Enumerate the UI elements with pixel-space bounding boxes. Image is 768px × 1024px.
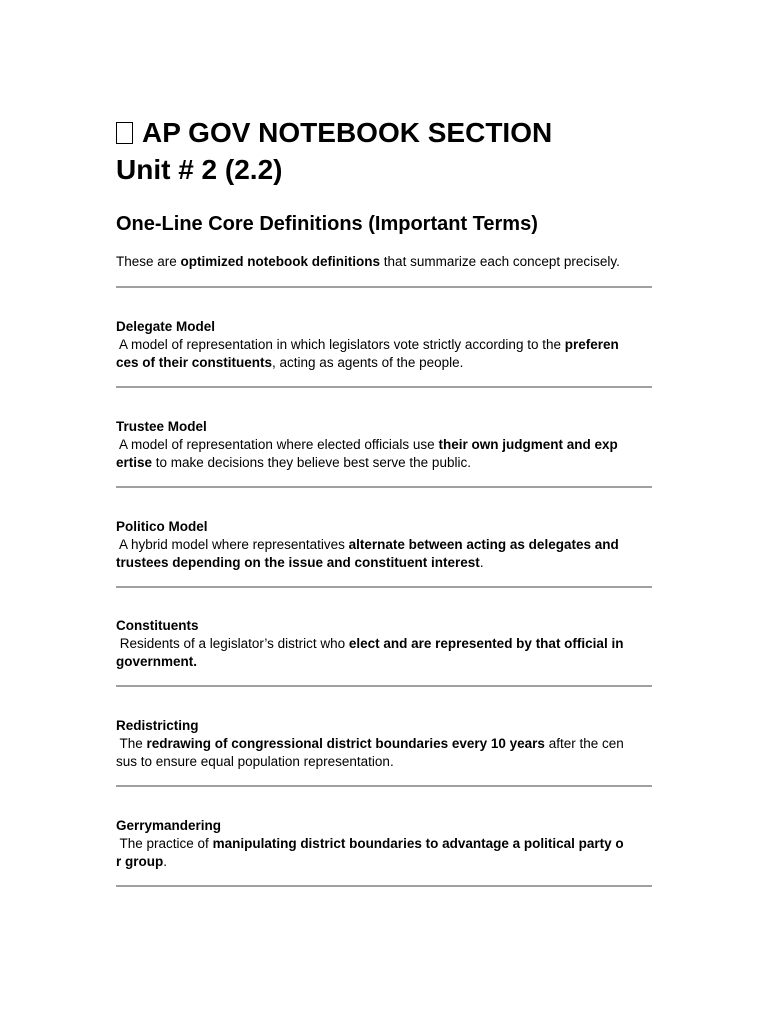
- term-name: Redistricting: [116, 718, 199, 734]
- definition-bold-text: r group: [116, 854, 164, 869]
- definition-item: [116, 717, 652, 771]
- term-name: Politico Model: [116, 518, 208, 534]
- divider: [116, 386, 652, 388]
- definition-bold-text: ertise: [116, 454, 153, 470]
- definition-item: [116, 418, 652, 472]
- definition-bold-text: government.: [116, 654, 198, 670]
- term-name: Delegate Model: [116, 319, 216, 334]
- definition-text: A model of representation where elected officials use: [116, 436, 439, 452]
- divider: [116, 586, 652, 588]
- term-definition-line-1: [116, 436, 652, 454]
- definition-item: [116, 817, 652, 871]
- definition-text: A hybrid model where representatives: [116, 536, 349, 552]
- title-line-2: Unit # 2 (2.2): [116, 154, 283, 185]
- title-line-1: AP GOV NOTEBOOK SECTION: [116, 114, 676, 151]
- definition-item: [116, 318, 652, 372]
- intro-text-before: These are: [116, 254, 181, 269]
- definition-bold-text: redrawing of congressional district boundaries every 10 years: [146, 736, 545, 752]
- term-definition-line-2: [116, 454, 652, 472]
- definition-bold-text: manipulating district boundaries to advantage a political party o: [212, 836, 624, 851]
- page-title: [116, 114, 676, 188]
- divider: [116, 785, 652, 787]
- intro-paragraph: [116, 252, 620, 272]
- definition-bold-text: alternate between acting as delegates and: [348, 536, 619, 552]
- definition-item: [116, 518, 652, 572]
- definition-bold-text: preferen: [564, 337, 619, 352]
- definition-text: A model of representation in which legislators vote strictly according to the: [116, 337, 565, 352]
- definition-text: The: [116, 736, 147, 752]
- section-subtitle: One-Line Core Definitions (Important Terms): [116, 213, 538, 235]
- missing-glyph-icon: [116, 122, 133, 144]
- definition-bold-text: ces of their constituents: [116, 355, 273, 370]
- term-definition-line-1: [116, 336, 652, 354]
- definition-bold-text: elect and are represented by that official in: [348, 636, 624, 652]
- intro-text-bold: optimized notebook definitions: [180, 254, 381, 269]
- term-name: Gerrymandering: [116, 818, 222, 833]
- definition-text: The practice of: [116, 836, 213, 851]
- definition-text: to make decisions they believe best serve the public.: [152, 454, 471, 470]
- term-definition-line-1: [116, 835, 652, 853]
- definition-text: .: [163, 854, 168, 869]
- divider: [116, 885, 652, 887]
- divider: [116, 486, 652, 488]
- definition-bold-text: trustees depending on the issue and constituent interest: [116, 554, 480, 570]
- term-definition-line-1: [116, 735, 652, 753]
- definition-item: [116, 617, 652, 671]
- term-name: Constituents: [116, 618, 199, 634]
- term-definition-line-1: [116, 536, 652, 554]
- definition-text: Residents of a legislator’s district who: [116, 636, 349, 652]
- term-definition-line-2: [116, 554, 652, 572]
- term-definition-line-1: [116, 635, 652, 653]
- term-name: Trustee Model: [116, 418, 207, 434]
- definition-text: , acting as agents of the people.: [272, 355, 464, 370]
- divider: [116, 685, 652, 687]
- definition-text: sus to ensure equal population representation.: [116, 754, 394, 770]
- divider: [116, 286, 652, 288]
- definition-bold-text: their own judgment and exp: [438, 436, 618, 452]
- term-definition-line-2: [116, 354, 652, 372]
- intro-text-after: that summarize each concept precisely.: [380, 254, 620, 269]
- term-definition-line-2: [116, 653, 652, 671]
- term-definition-line-2: [116, 753, 652, 771]
- definition-text: .: [479, 554, 484, 570]
- definition-text: after the cen: [544, 736, 624, 752]
- term-definition-line-2: [116, 853, 652, 871]
